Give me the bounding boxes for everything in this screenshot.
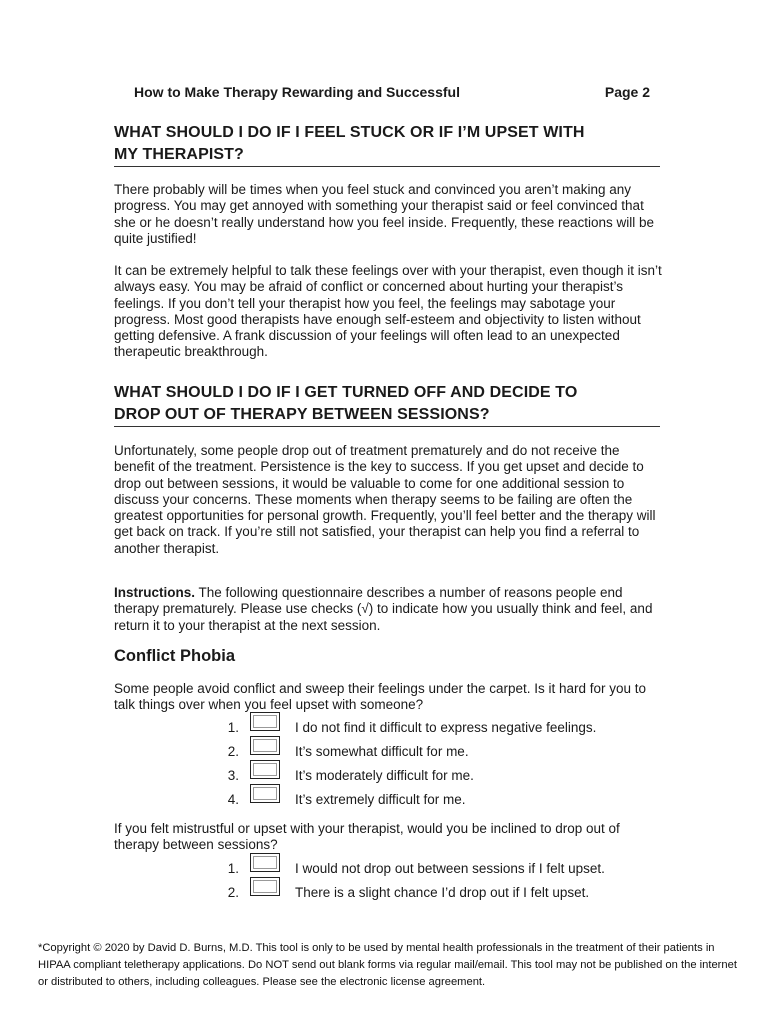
answer-option: [222, 716, 662, 740]
section-heading-line: WHAT SHOULD I DO IF I FEEL STUCK OR IF I’M UPSET WITH: [114, 124, 585, 141]
section-heading-dropout: [114, 382, 659, 426]
answer-option: [222, 788, 662, 812]
option-number: 2.: [227, 885, 239, 900]
option-number: 2.: [227, 744, 239, 759]
instructions-label: Instructions.: [114, 585, 196, 600]
instructions-paragraph: [114, 585, 662, 634]
page-number: Page 2: [604, 84, 650, 100]
document-title: How to Make Therapy Rewarding and Successful: [134, 84, 460, 100]
answer-option: [222, 857, 662, 881]
option-number: 4.: [227, 792, 239, 807]
question-text: Some people avoid conflict and sweep their feelings under the carpet. Is it hard for you to talk things over when you feel upset with someone?: [114, 681, 647, 713]
instructions-text: The following questionnaire describes a number of reasons people end therapy prematurely. Please use checks (√) to indicate how you usually think and feel, and return it to your therapist at the next session.: [114, 585, 653, 633]
checkbox[interactable]: [250, 712, 280, 731]
answer-option: [222, 740, 662, 764]
checkbox[interactable]: [250, 736, 280, 755]
answer-options: [222, 716, 662, 812]
copyright-footer: *Copyright © 2020 by David D. Burns, M.D. This tool is only to be used by mental health professionals in the treatment of their patients in HIPAA compliant teletherapy applications. Do NOT send out blank forms via regular mail/email. This tool may not be published on the internet or distributed to others, including colleagues. Please see the electronic license agreement.: [38, 942, 737, 988]
section-heading-line: MY THERAPIST?: [114, 146, 244, 163]
option-label: I would not drop out between sessions if I felt upset.: [295, 861, 605, 876]
paragraph: Unfortunately, some people drop out of treatment prematurely and do not receive the benefit of the treatment. Persistence is the key to success. If you get upset and decide to drop out between sessions, it would be valuable to come for one additional session to discuss your concerns. These moments when therapy seems to be failing are often the greatest opportunities for personal growth. Frequently, you’ll feel better and the therapy will get back on track. If you’re still not satisfied, your therapist can help you find a referral to another therapist.: [114, 443, 656, 556]
option-label: It’s somewhat difficult for me.: [295, 744, 469, 759]
answer-options: [222, 857, 662, 905]
option-label: It’s moderately difficult for me.: [295, 768, 474, 783]
paragraph: It can be extremely helpful to talk these feelings over with your therapist, even though it isn’t always easy. You may be afraid of conflict or concerned about hurting your therapist’s feelings. If you don’t tell your therapist how you feel, the feelings may sabotage your progress. Most good therapists have enough self-esteem and objectivity to listen without getting defensive. A frank discussion of your feelings will often lead to an unexpected therapeutic breakthrough.: [114, 263, 662, 360]
section-heading-line: WHAT SHOULD I DO IF I GET TURNED OFF AND DECIDE TO: [114, 384, 578, 401]
section-divider: [114, 426, 660, 427]
checkbox[interactable]: [250, 760, 280, 779]
option-label: There is a slight chance I’d drop out if I felt upset.: [295, 885, 590, 900]
checkbox[interactable]: [250, 784, 280, 803]
running-header: [134, 84, 650, 100]
option-label: I do not find it difficult to express negative feelings.: [295, 720, 597, 735]
subsection-heading: Conflict Phobia: [114, 647, 235, 665]
paragraph: There probably will be times when you feel stuck and convinced you aren’t making any progress. You may get annoyed with something your therapist said or feel convinced that she or he doesn’t really understand how you feel inside. Frequently, these reactions will be quite justified!: [114, 182, 655, 246]
checkbox[interactable]: [250, 877, 280, 896]
section-divider: [114, 166, 660, 167]
checkbox[interactable]: [250, 853, 280, 872]
answer-option: [222, 764, 662, 788]
option-number: 3.: [227, 768, 239, 783]
option-number: 1.: [227, 720, 239, 735]
answer-option: [222, 881, 662, 905]
section-heading-stuck: [114, 122, 659, 166]
option-number: 1.: [227, 861, 239, 876]
option-label: It’s extremely difficult for me.: [295, 792, 466, 807]
question-text: If you felt mistrustful or upset with your therapist, would you be inclined to drop out of therapy between sessions?: [114, 821, 620, 853]
section-heading-line: DROP OUT OF THERAPY BETWEEN SESSIONS?: [114, 406, 490, 423]
